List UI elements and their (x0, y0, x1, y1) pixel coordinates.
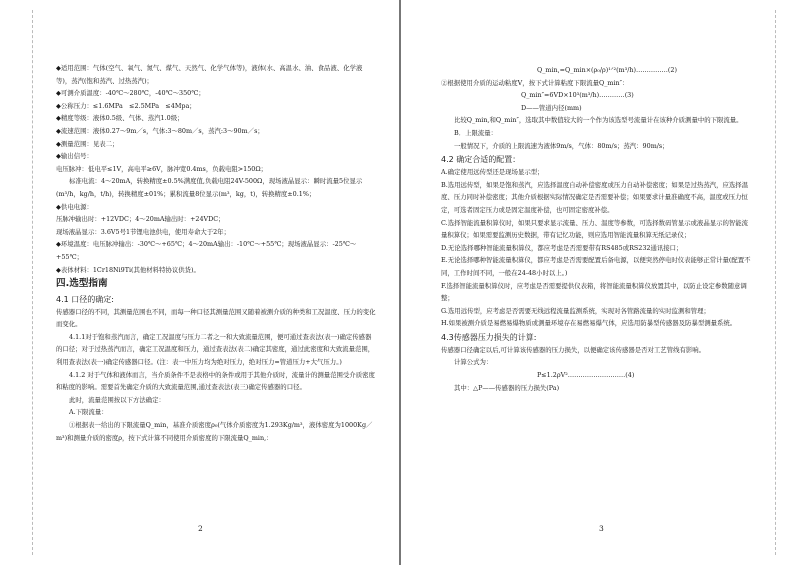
spec-line-power-output: 压脉冲输出时：+12VDC；4～20mA输出时：+24VDC； (56, 215, 225, 224)
paragraph-gas-liquid: 4.1.2 对于气体和液体而言，当介质条件不是表格中的条件或用于其他介质时，流量计的测量范围受介质密度和粘度的影响。需要首先确定介质的大致流量范围,通过查表法(表三)确定传感器的口径。 (56, 370, 375, 392)
config-item-h: H.如果被测介质是易燃易爆物质或测量环境存在易燃易爆气体，应选用防暴型传感器及防暴型测量系统。 (441, 319, 737, 328)
config-item-a: A.确定使用远传型还是现场显示型； (441, 168, 544, 177)
paragraph-compare: 比较Q_min,和Q_min″，选取其中数值较大的一个作为该选型号流量计在该种介质测量中的下限流量。 (454, 116, 743, 125)
page-number: 3 (599, 524, 604, 533)
page-number: 2 (198, 524, 203, 533)
subsection-pressure-loss: 4.3传感器压力损失的计算: (441, 332, 537, 342)
item-viscosity-limit: ②根据使用介质的运动粘度V，按下式计算粘度下限流量Q_min″： (441, 78, 629, 87)
formula-4: P≤1.2ρV²………………………(4) (537, 371, 635, 380)
paragraph-upper-limit: 一般情况下，介质的上限流速为液体9m/s，气体：80m/s；蒸汽：90m/s； (454, 141, 669, 150)
config-item-f: F.选择智能流量积算仪时，应考虑是否需要提供仪表箱，将智能流量积算仪放置其中，以防止设定参数随意调整； (441, 281, 747, 303)
spec-line-ambient: ◆环境温度：电压脉冲输出：-30℃～+65℃；4～20mA输出：-10℃～+55℃；现场液晶显示：-25℃～+55℃； (56, 240, 357, 261)
spec-line-current: 标准电流：4～20mA，转换精度±0.5%满度值,负载电阻24V-500Ω，现场液晶显示：瞬时流量5位显示(m³/h，kg/h，t/h)，转换精度±01%；累积流量8位显示(m³，kg，t)，转换精度±0.1%； (56, 177, 363, 198)
paragraph-steam: 4.1.1对于饱和蒸汽而言，确定工况温度与压力二者之一和大致流量范围，便可通过查表法(表一)确定传感器的口径；对于过热蒸汽而言，确定工况温度和压力，通过查表法(表二)确定其密度，通过此密度和大致流量范围，利用查表法(表一)确定传感器口径。(注：表一中压力均为绝对压力，绝对压力=管道压力+大气压力。) (56, 332, 375, 366)
item-lower-limit-formula-text: ①根据表一给出的下限流量Q_min，基准介质密度ρ₀(气体介质密度为1.293Kg/m³，液体密度为1000Kg／m³)和测量介质的密度ρ，按下式计算不同使用介质密度的下限流量Q_min,： (56, 420, 373, 442)
config-item-c: C.选择智能流量积算仪时，如果只要求显示流量、压力、温度等参数，可选择数码管显示或液晶显示的智能流量积算仪；如果需要监测历史数据，带有记忆功能，则应选用智能流量积算无纸记录仪； (441, 218, 749, 240)
spec-line-pressure: ◆公称压力：≤1.6MPa ≤2.5MPa ≤4Mpa； (56, 101, 196, 110)
item-lower-limit: A.下限流量： (69, 408, 108, 417)
spec-line-material: ◆表体材料：1Cr18Ni9Ti(其他材料特协议供货)。 (56, 265, 200, 274)
subsection-caliber: 4.1 口径的确定: (56, 294, 114, 304)
paragraph-method: 此时，流量范围按以下方法确定： (69, 395, 165, 404)
spec-line-temperature: ◆可测介质温度：-40℃～280℃，-40℃～350℃； (56, 89, 205, 98)
config-item-g: G.选用远传型，应考虑是否需要无线远程流量监测系统，实现对各管路流量的实时监测和管理； (441, 306, 710, 315)
formula-3-note: D——管道内径(mm) (521, 103, 582, 112)
calc-label: 计算公式为： (454, 358, 493, 367)
item-upper-limit: B．上限流量： (454, 128, 498, 137)
config-item-b: B.选用远传型，如果是饱和蒸汽，应选择温度自动补偿密度或压力自动补偿密度；如果是过热蒸汽，应选择温度、压力同时补偿密度；其他介质根据实际情况确定是否需要补偿；如果要求计量准确度不高，温度或压力恒定，可选者固定压力或是固定温度补偿，也可固定密度补偿。 (441, 180, 749, 214)
spec-line-lcd-power: 现场液晶显示：3.6V5号1节锂电池供电，使用寿命大于2年； (56, 227, 230, 236)
spec-line-velocity: ◆流速范围：液体0.27～9m／s，气体:3～80m／s，蒸汽:3～90m／s； (56, 126, 264, 135)
right-page (401, 0, 800, 565)
subsection-configuration: 4.2 确定合适的配置： (441, 155, 521, 165)
left-page (0, 0, 399, 565)
spec-line-voltage-pulse: 电压脉冲：低电平≤1V，高电平≥6V，脉冲宽0.4ms，负载电阻>150Ω； (56, 164, 268, 173)
spec-line-scope: ◆适用范围：气体(空气、氧气、氮气、煤气、天然气、化学气体等)，液体(水、高温水、油、食品液、化学液等)，蒸汽(饱和蒸汽、过热蒸汽)； (56, 64, 363, 85)
spec-line-output: ◆输出信号： (56, 152, 93, 161)
config-item-d: D.无论选择哪种智能流量积算仪，都应考虑是否需要带有RS485或RS232通讯接口； (441, 243, 683, 252)
paragraph-pressure-loss: 传感器口径确定以后,可计算该传感器的压力损失，以便确定该传感器是否对工艺管线有影响。 (441, 345, 706, 354)
section-title: 四.选型指南 (56, 278, 108, 290)
paragraph-caliber-intro: 传感器口径的不同，其测量范围也不同，而每一种口径其测量范围又随着被测介质的种类和工况温度、压力的变化而变化。 (56, 307, 376, 329)
formula-2: Q_min,=Q_min×(ρ₀/ρ)¹ᐟ²(m³/h)……………(2) (537, 66, 677, 74)
spec-line-range: ◆测量范围：见表二； (56, 139, 119, 148)
spec-line-power: ◆供电电源： (56, 202, 93, 211)
config-item-e: E.无论选择哪种智能流量积算仪，都应考虑是否需要配置后备电源，以便突然停电时仪表能够正常计量(配置不同，工作时间不同，一般在24-48小时以上。) (441, 256, 751, 277)
spec-line-accuracy: ◆精度等级：液体0.5级、气体、蒸汽1.0级； (56, 114, 184, 123)
formula-4-note: 其中：△P——传感器的压力损失(Pa) (454, 383, 560, 392)
formula-3: Q_min″=6VD×10³(m³/h)…………(3) (521, 91, 634, 100)
